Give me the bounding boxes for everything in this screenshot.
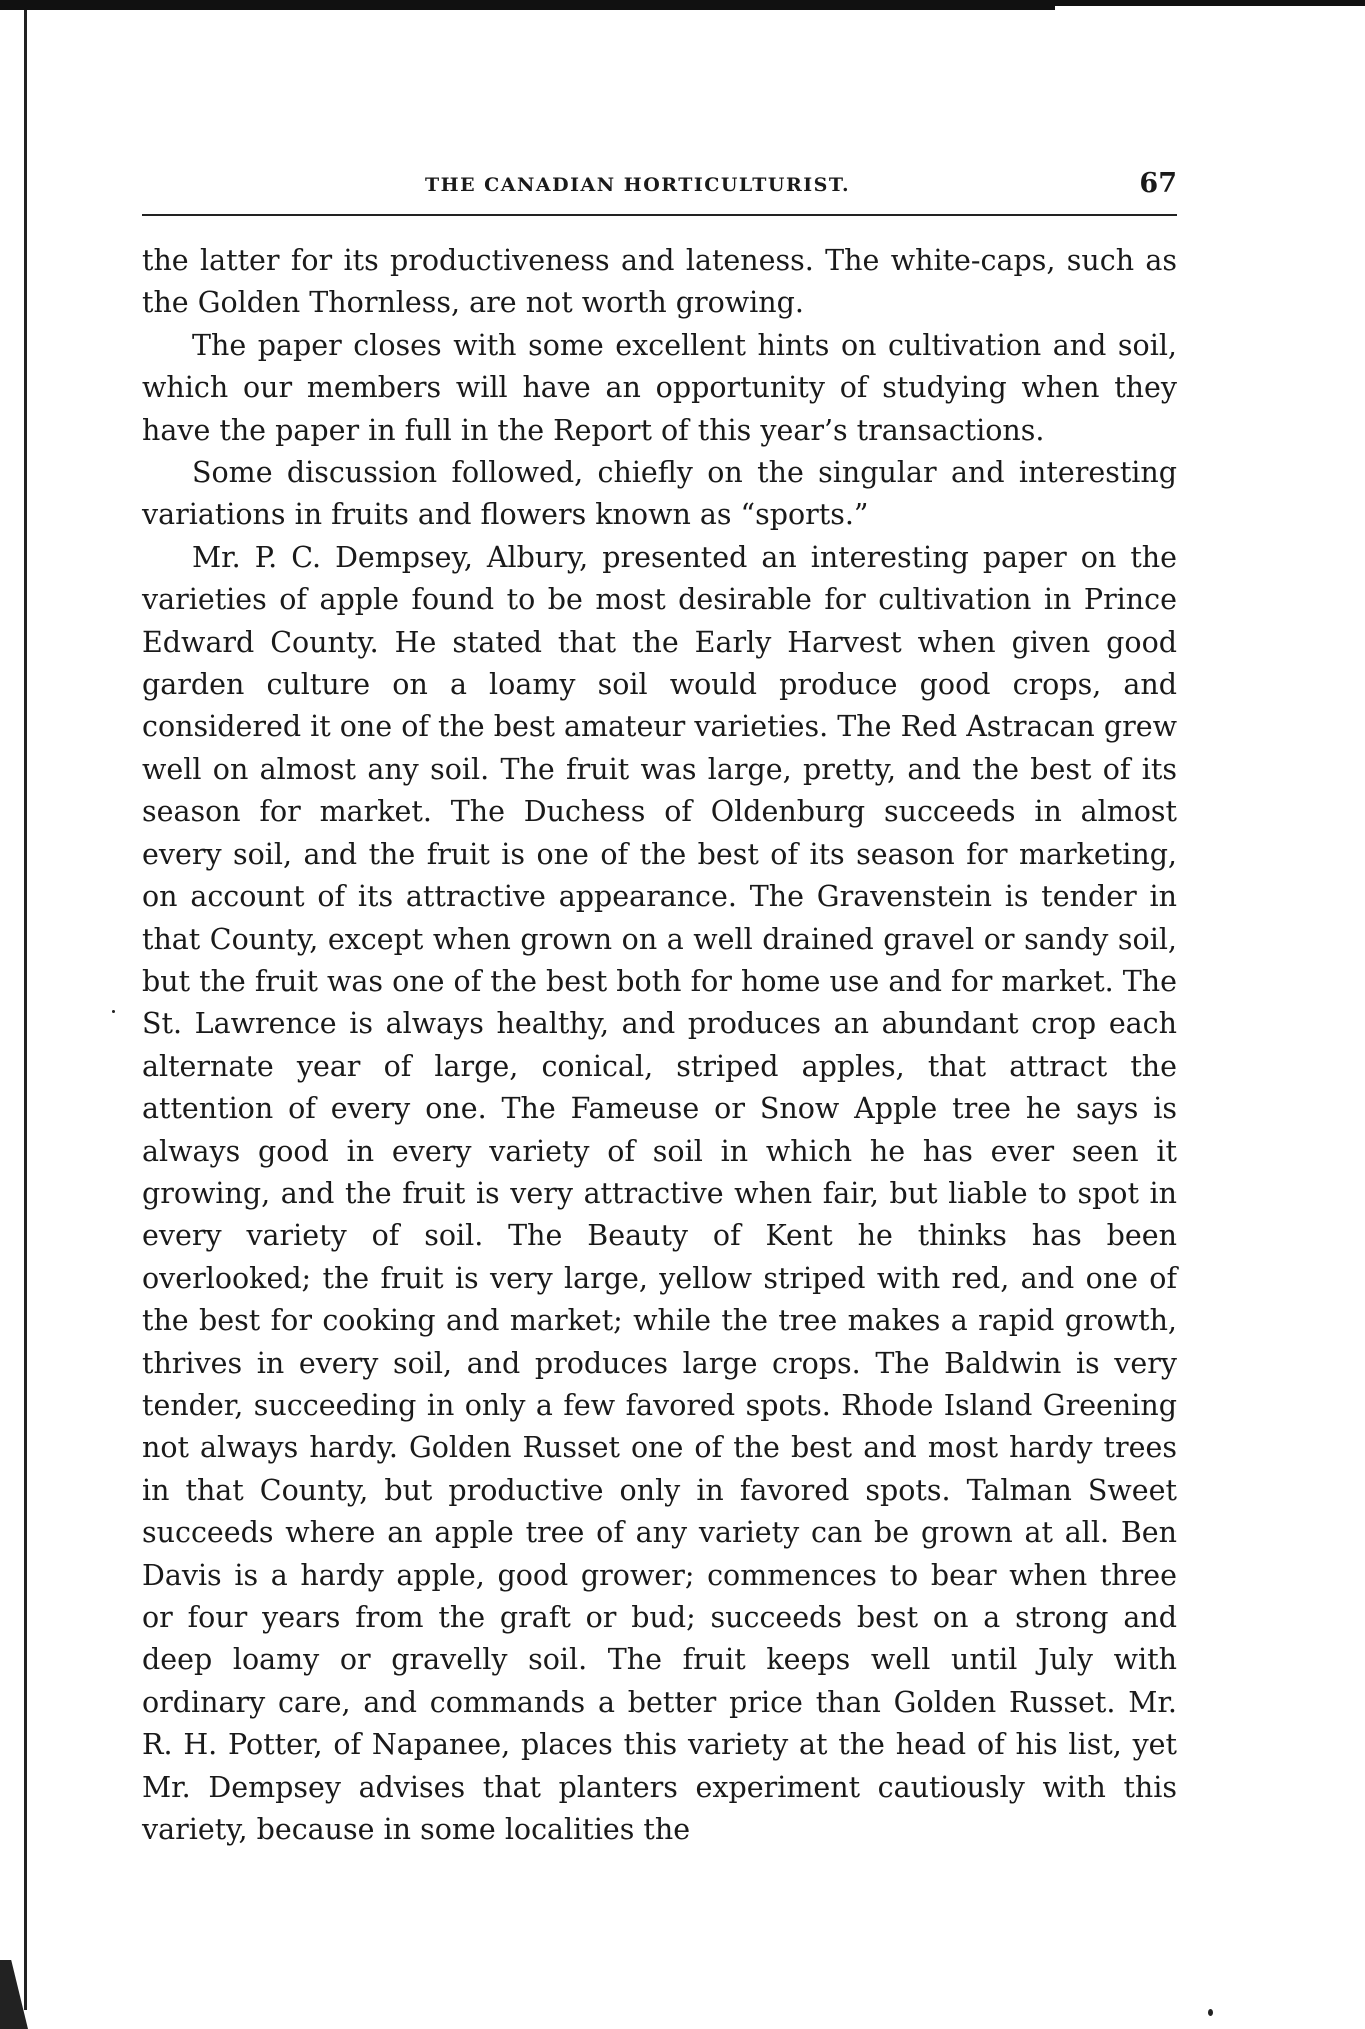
body-text bbox=[142, 240, 1177, 1851]
paragraph-hints: The paper closes with some excellent hints on cultivation and soil, which our members will have an opportunity of studying when they have the paper in full in the Report of this year’s transactions. bbox=[142, 328, 1177, 447]
paragraph-dempsey: Mr. P. C. Dempsey, Albury, presented an interesting paper on the varieties of apple found to be most desirable for cultivation in Prince Edward County. He stated that the Early Harvest when given good garden culture on a loamy soil would produce good crops, and considered it one of the best amateur varieties. The Red Astracan grew well on almost any soil. The fruit was large, pretty, and the best of its season for market. The Duchess of Oldenburg succeeds in almost every soil, and the fruit is one of the best of its season for marketing, on account of its attractive appearance. The Gravenstein is tender in that County, except when grown on a well drained gravel or sandy soil, but the fruit was one of the best both for home use and for market. The St. Lawrence is always healthy, and produces an abundant crop each alternate year of large, conical, striped apples, that attract the attention of every one. The Fameuse or Snow Apple tree he says is always good in every variety of soil in which he has ever seen it growing, and the fruit is very attractive when fair, but liable to spot in every variety of soil. The Beauty of Kent he thinks has been overlooked; the fruit is very large, yellow striped with red, and one of the best for cooking and market; while the tree makes a rapid growth, thrives in every soil, and produces large crops. The Baldwin is very tender, succeeding in only a few favored spots. Rhode Island Greening not always hardy. Golden Russet one of the best and most hardy trees in that County, but productive only in favored spots. Talman Sweet succeeds where an apple tree of any variety can be grown at all. Ben Davis is a hardy apple, good grower; commences to bear when three or four years from the graft or bud; succeeds best on a strong and deep loamy or gravelly soil. The fruit keeps well until July with ordinary care, and commands a better price than Golden Russet. Mr. R. H. Potter, of Napanee, places this variety at the head of his list, yet Mr. Dempsey advises that planters experiment cautiously with this variety, because in some localities the bbox=[142, 540, 1177, 1847]
scan-top-border bbox=[0, 0, 1055, 10]
scan-left-border bbox=[0, 0, 30, 2029]
header-rule bbox=[142, 214, 1177, 216]
scan-speck bbox=[1208, 2009, 1213, 2016]
running-title: THE CANADIAN HORTICULTURIST. bbox=[425, 174, 851, 196]
running-head bbox=[142, 168, 1177, 208]
scan-top-border-right bbox=[1055, 0, 1365, 6]
binding-edge-line bbox=[24, 10, 27, 2010]
scan-speck bbox=[112, 1010, 115, 1013]
paragraph-continuation: the latter for its productiveness and lateness. The white-caps, such as the Golden Thornless, are not worth growing. bbox=[142, 244, 1177, 320]
paragraph-discussion: Some discussion followed, chiefly on the singular and interesting variations in fruits and flowers known as “sports.” bbox=[142, 456, 1177, 532]
page-number: 67 bbox=[1139, 168, 1177, 199]
